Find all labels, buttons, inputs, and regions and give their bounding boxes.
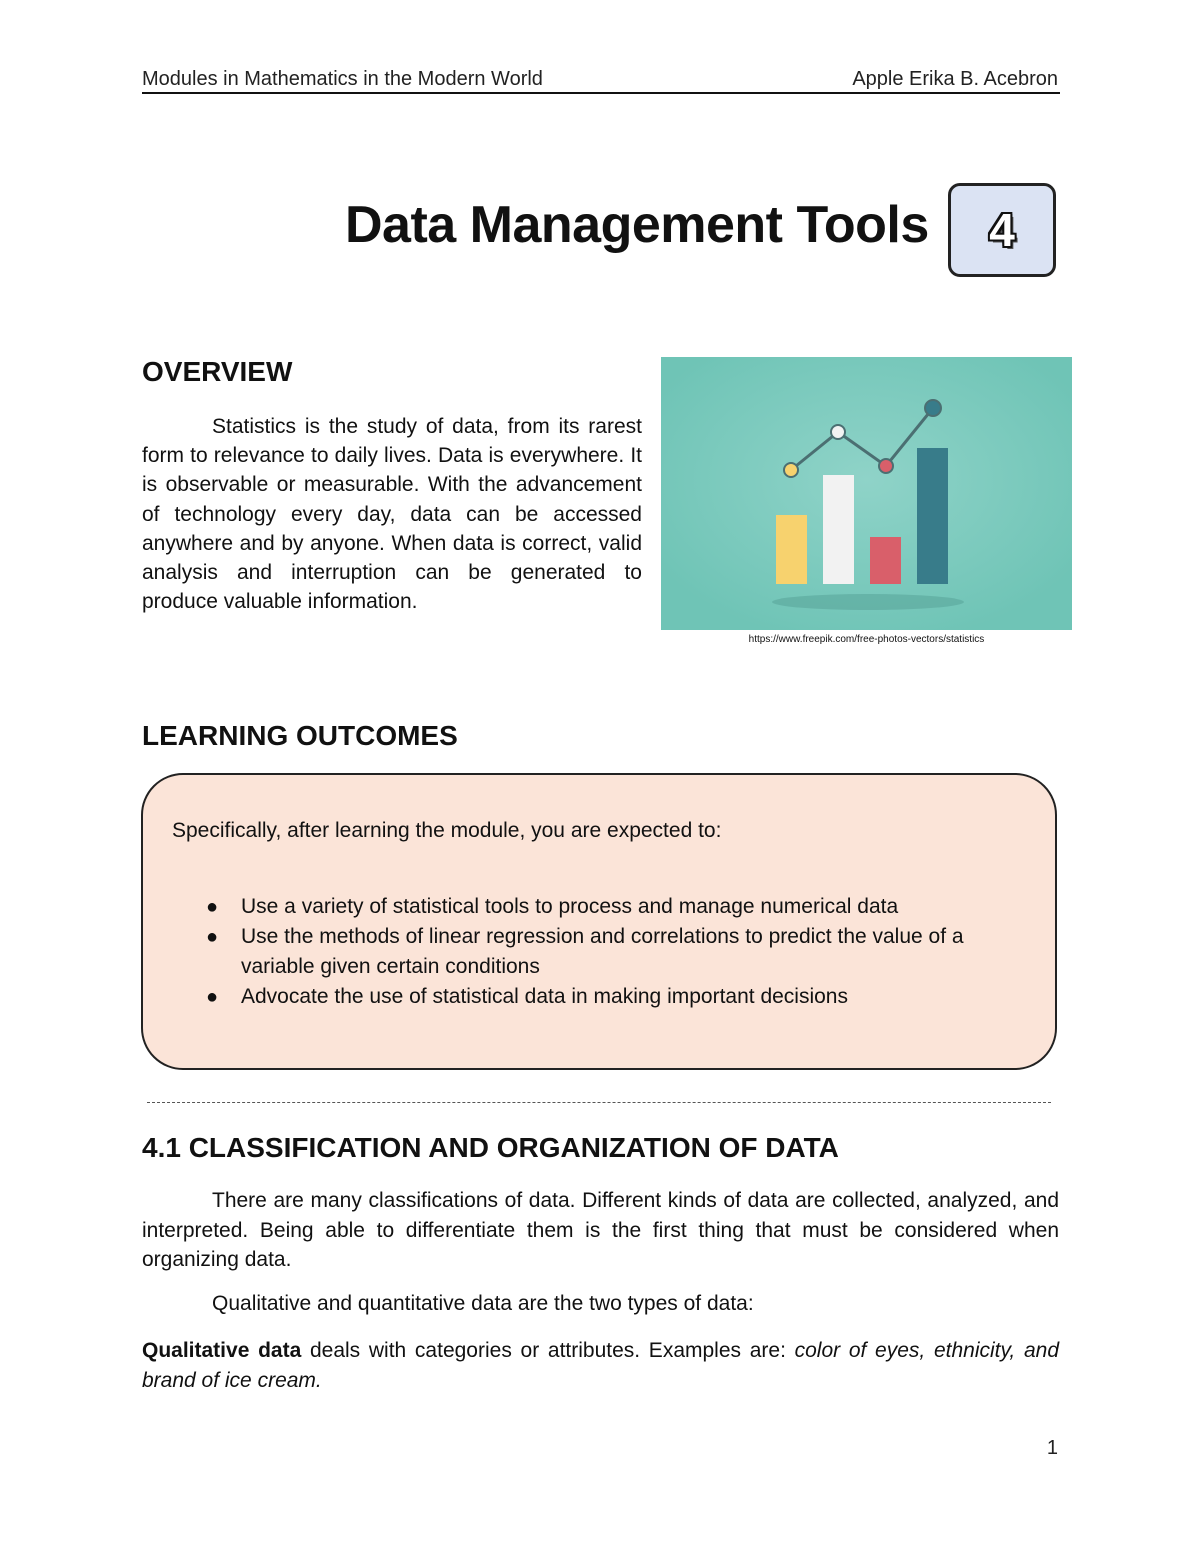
bar-teal: [917, 448, 948, 584]
learning-outcomes-list: [200, 892, 1020, 1012]
image-credit-link[interactable]: https://www.freepik.com/free-photos-vectors/statistics: [748, 634, 985, 645]
running-header-course: Modules in Mathematics in the Modern World: [142, 68, 543, 90]
list-item: [200, 892, 1020, 922]
bar-red: [870, 537, 901, 584]
qualitative-data-text: deals with categories or attributes. Examples are:: [301, 1339, 795, 1362]
overview-paragraph: Statistics is the study of data, from its rarest form to relevance to daily lives. Data is everywhere. It is observable or measurable. With the advancement of technology every day, data can be accessed anywhere and by anyone. When data is correct, valid analysis and interruption can be generated to produce valuable information.: [142, 415, 642, 614]
running-header-author: Apple Erika B. Acebron: [852, 68, 1058, 90]
chapter-number-box: [948, 183, 1056, 277]
bar-white: [823, 475, 854, 584]
learning-outcomes-intro: Specifically, after learning the module, you are expected to:: [172, 819, 722, 842]
chapter-number: 4: [989, 204, 1015, 256]
list-item: [200, 982, 1020, 1012]
list-item: [200, 922, 1020, 982]
overview-heading: OVERVIEW: [142, 356, 293, 387]
bullet-icon: ●: [206, 986, 219, 1008]
trend-point-yellow: [784, 463, 798, 477]
trend-point-white: [831, 425, 845, 439]
illustration-background: [661, 357, 1072, 630]
dashed-separator: [147, 1102, 1051, 1103]
chart-shadow: [772, 594, 964, 610]
trend-point-red: [879, 459, 893, 473]
section-4-1-heading: 4.1 CLASSIFICATION AND ORGANIZATION OF DATA: [142, 1132, 839, 1163]
bullet-icon: ●: [206, 896, 219, 918]
page-title: Data Management Tools: [345, 196, 929, 254]
qualitative-data-paragraph: [142, 1336, 1059, 1395]
trend-point-teal: [925, 400, 941, 416]
list-item-text: Use the methods of linear regression and correlations to predict the value of a variable given certain conditions: [241, 925, 964, 978]
statistics-illustration: [661, 357, 1072, 630]
section-4-1-paragraph-2: Qualitative and quantitative data are the two types of data:: [212, 1292, 754, 1315]
section-4-1-paragraph-1: There are many classifications of data. Different kinds of data are collected, analyzed, and interpreted. Being able to differentiate them is the first thing that must be considered when organizing data.: [142, 1189, 1059, 1271]
qualitative-data-term: Qualitative data: [142, 1339, 302, 1362]
page-number: 1: [1046, 1437, 1058, 1459]
header-rule: [142, 92, 1060, 94]
learning-outcomes-heading: LEARNING OUTCOMES: [142, 720, 458, 751]
qualitative-data-examples: color of eyes, ethnicity, and brand of ice cream.: [142, 1339, 1059, 1392]
list-item-text: Use a variety of statistical tools to process and manage numerical data: [241, 895, 899, 918]
list-item-text: Advocate the use of statistical data in making important decisions: [241, 985, 848, 1008]
bar-yellow: [776, 515, 807, 584]
bullet-icon: ●: [206, 926, 219, 948]
